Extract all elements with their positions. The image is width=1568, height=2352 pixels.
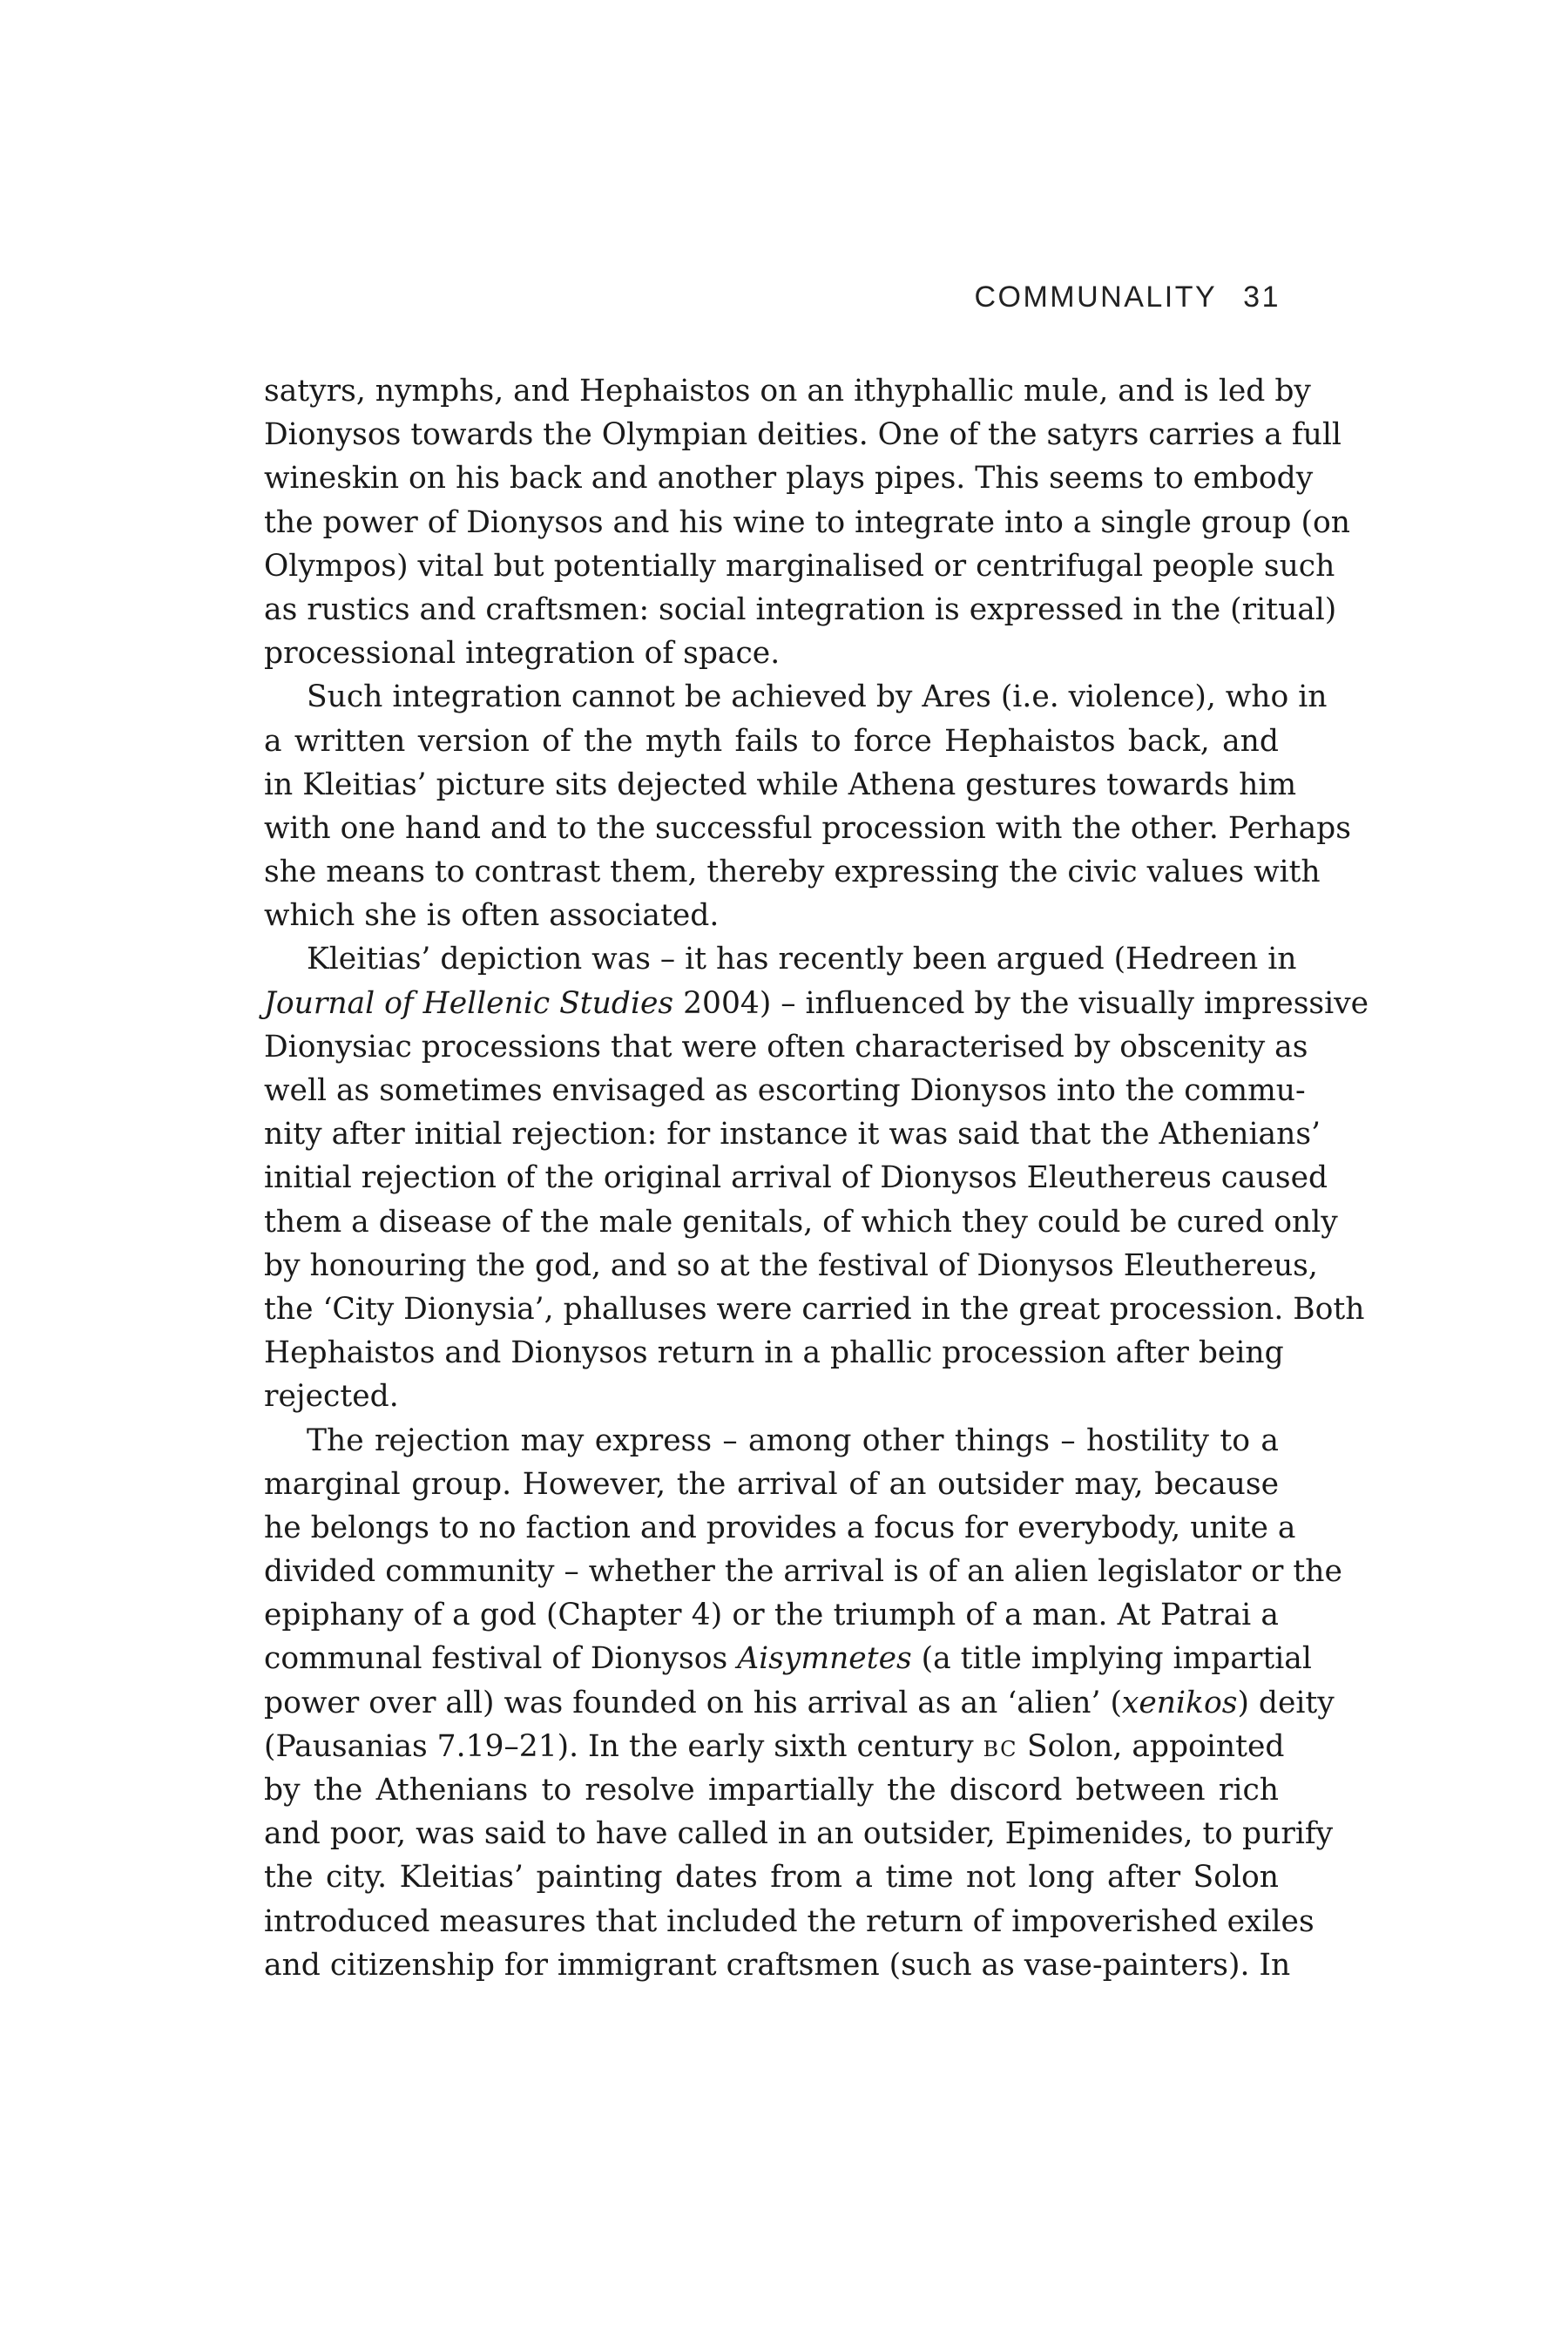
italic-text: Aisymnetes bbox=[737, 1641, 912, 1677]
text-run: by the Athenians to resolve impartially the discord between rich bbox=[264, 1773, 1279, 1808]
text-line bbox=[264, 1244, 1318, 1288]
text-line bbox=[264, 675, 1328, 719]
text-line bbox=[264, 807, 1351, 850]
text-run: 2004) – influenced by the visually impressive bbox=[673, 985, 1369, 1021]
text-line bbox=[264, 413, 1342, 456]
text-run: the ‘City Dionysia’, phalluses were carried in the great procession. Both bbox=[264, 1291, 1365, 1327]
running-head bbox=[974, 280, 1281, 314]
text-line bbox=[264, 632, 1279, 675]
text-run: divided community – whether the arrival is of an alien legislator or the bbox=[264, 1554, 1342, 1590]
text-run: nity after initial rejection: for instance it was said that the Athenians’ bbox=[264, 1117, 1321, 1152]
text-line bbox=[264, 1768, 1279, 1812]
text-line bbox=[264, 1419, 1279, 1463]
text-line bbox=[264, 456, 1314, 500]
text-run: initial rejection of the original arrival of Dionysos Eleuthereus caused bbox=[264, 1160, 1328, 1196]
text-line bbox=[264, 1025, 1308, 1069]
italic-text: xenikos bbox=[1121, 1685, 1238, 1720]
text-run: Hephaistos and Dionysos return in a phallic procession after being bbox=[264, 1335, 1284, 1371]
text-line bbox=[264, 1900, 1315, 1943]
text-line bbox=[264, 850, 1321, 894]
text-line bbox=[264, 982, 1369, 1025]
text-line bbox=[264, 588, 1337, 632]
text-line bbox=[264, 1156, 1328, 1200]
text-run: wineskin on his back and another plays pipes. This seems to embody bbox=[264, 461, 1314, 497]
text-line bbox=[264, 1331, 1284, 1375]
text-run: as rustics and craftsmen: social integration is expressed in the (ritual) bbox=[264, 591, 1337, 627]
text-run: them a disease of the male genitals, of which they could be cured only bbox=[264, 1204, 1338, 1240]
text-run: with one hand and to the successful procession with the other. Perhaps bbox=[264, 810, 1351, 846]
text-line bbox=[264, 369, 1311, 413]
text-run: she means to contrast them, thereby expressing the civic values with bbox=[264, 855, 1321, 890]
text-run: in Kleitias’ picture sits dejected while Athena gestures towards him bbox=[264, 767, 1297, 802]
text-line bbox=[264, 894, 1279, 937]
text-line bbox=[264, 1550, 1342, 1593]
text-line bbox=[264, 1200, 1338, 1244]
text-run: ) deity bbox=[1237, 1685, 1335, 1720]
body-text bbox=[264, 369, 1369, 1987]
text-line bbox=[264, 1681, 1335, 1725]
page-number: 31 bbox=[1243, 280, 1281, 314]
text-run: by honouring the god, and so at the festival of Dionysos Eleuthereus, bbox=[264, 1247, 1318, 1283]
text-line bbox=[264, 1943, 1291, 1987]
text-line bbox=[264, 1463, 1279, 1506]
running-head-title: COMMUNALITY bbox=[974, 280, 1218, 314]
text-line bbox=[264, 1069, 1306, 1112]
text-run: which she is often associated. bbox=[264, 898, 720, 934]
text-run: marginal group. However, the arrival of an outsider may, because bbox=[264, 1466, 1279, 1502]
text-run: (Pausanias 7.19–21). In the early sixth century bbox=[264, 1728, 983, 1764]
text-line bbox=[264, 937, 1297, 981]
text-line bbox=[264, 1288, 1365, 1331]
text-run: he belongs to no faction and provides a focus for everybody, unite a bbox=[264, 1510, 1296, 1545]
text-line bbox=[264, 544, 1335, 588]
paragraph bbox=[264, 1419, 1342, 1987]
text-run: Dionysos towards the Olympian deities. One of the satyrs carries a full bbox=[264, 417, 1342, 453]
text-line bbox=[264, 1855, 1279, 1899]
text-line bbox=[264, 1375, 1279, 1418]
text-run: Solon, appointed bbox=[1017, 1728, 1285, 1764]
text-run: power over all) was founded on his arrival as an ‘alien’ ( bbox=[264, 1685, 1122, 1720]
text-line bbox=[264, 1725, 1285, 1768]
text-line bbox=[264, 501, 1350, 544]
text-run: and citizenship for immigrant craftsmen (such as vase-painters). In bbox=[264, 1947, 1291, 1983]
text-run: Such integration cannot be achieved by Ares (i.e. violence), who in bbox=[307, 679, 1328, 715]
text-line bbox=[264, 1112, 1321, 1156]
text-run: the city. Kleitias’ painting dates from a time not long after Solon bbox=[264, 1860, 1279, 1896]
text-run: the power of Dionysos and his wine to integrate into a single group (on bbox=[264, 504, 1350, 540]
text-run: (a title implying impartial bbox=[911, 1641, 1312, 1677]
text-run: and poor, was said to have called in an outsider, Epimenides, to purify bbox=[264, 1816, 1334, 1852]
text-run: satyrs, nymphs, and Hephaistos on an ithyphallic mule, and is led by bbox=[264, 374, 1311, 409]
text-run: introduced measures that included the return of impoverished exiles bbox=[264, 1903, 1315, 1939]
text-run: Kleitias’ depiction was – it has recently been argued (Hedreen in bbox=[307, 942, 1297, 977]
text-line bbox=[264, 720, 1279, 763]
text-line bbox=[264, 1506, 1296, 1550]
paragraph bbox=[264, 675, 1351, 937]
text-run: a written version of the myth fails to force Hephaistos back, and bbox=[264, 723, 1279, 759]
italic-text: Journal of Hellenic Studies bbox=[264, 985, 674, 1021]
small-caps-text: BC bbox=[983, 1736, 1017, 1761]
text-line bbox=[264, 1637, 1312, 1680]
text-run: Olympos) vital but potentially marginalised or centrifugal people such bbox=[264, 548, 1335, 584]
paragraph bbox=[264, 369, 1350, 675]
text-line bbox=[264, 1812, 1334, 1855]
text-line bbox=[264, 1593, 1279, 1637]
text-run: communal festival of Dionysos bbox=[264, 1641, 738, 1677]
text-run: processional integration of space. bbox=[264, 636, 781, 672]
text-run: The rejection may express – among other things – hostility to a bbox=[307, 1423, 1279, 1458]
text-run: Dionysiac processions that were often characterised by obscenity as bbox=[264, 1029, 1308, 1064]
text-run: rejected. bbox=[264, 1379, 399, 1415]
text-run: epiphany of a god (Chapter 4) or the triumph of a man. At Patrai a bbox=[264, 1598, 1279, 1633]
text-run: well as sometimes envisaged as escorting Dionysos into the commu- bbox=[264, 1073, 1306, 1108]
paragraph bbox=[264, 937, 1369, 1418]
text-line bbox=[264, 763, 1297, 807]
